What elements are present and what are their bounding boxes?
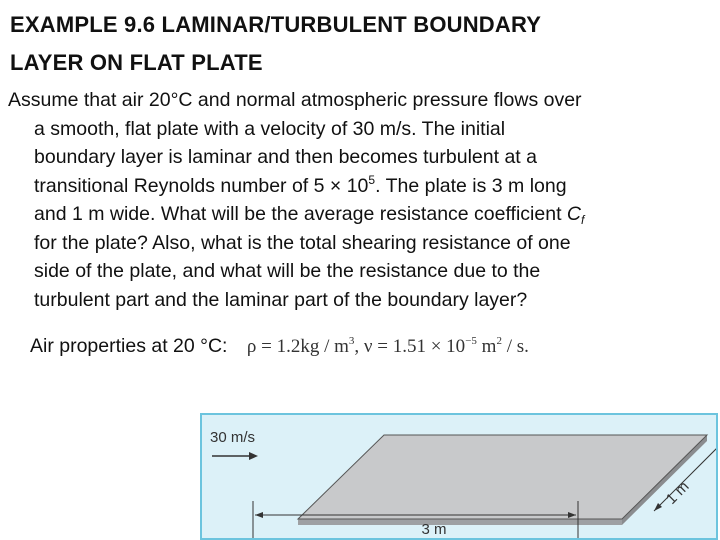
flat-plate-figure [200,413,718,540]
problem-statement [8,86,714,314]
problem-line: boundary layer is laminar and then becomes turbulent at a [34,146,537,168]
coefficient-question: and 1 m wide. What will be the average resistance coefficient [34,203,567,225]
problem-line: turbulent part and the laminar part of the boundary layer? [34,288,528,311]
viscosity-unit-exponent: 2 [496,335,502,347]
problem-line [8,200,714,229]
problem-line [8,172,714,201]
plate-length-text: . The plate is 3 m long [375,174,567,197]
width-label: 1 m [662,478,693,508]
title-line-1: EXAMPLE 9.6 LAMINAR/TURBULENT BOUNDARY [10,12,542,37]
viscosity-exponent: −5 [465,335,477,347]
viscosity-unit-tail: / s. [501,336,529,357]
problem-line: side of the plate, and what will be the resistance due to the [34,260,541,282]
title-line-2: LAYER ON FLAT PLATE [10,50,263,75]
density-text: ρ = 1.2kg / m [246,336,349,357]
problem-line: for the plate? Also, what is the total shearing resistance of one [34,231,571,254]
problem-line: a smooth, flat plate with a velocity of 30 m/s. The initial [34,117,506,140]
reynolds-text: transitional Reynolds number of 5 × 10 [34,174,369,197]
flat-plate-front-edge [298,519,622,525]
flat-plate-diagram [202,415,718,540]
velocity-arrow-icon [212,452,258,460]
problem-line: Assume that air 20°C and normal atmospheric pressure flows over [8,89,582,111]
flat-plate-top [298,435,707,519]
reynolds-exponent: 5 [368,172,376,187]
density-exponent: 3 [348,335,355,347]
coefficient-symbol: C [566,203,582,225]
coefficient-subscript: f [581,213,585,227]
length-label: 3 m [421,521,447,538]
example-title [10,6,710,82]
velocity-label: 30 m/s [210,429,256,446]
air-properties-label: Air properties at 20 °C: [30,335,228,357]
air-properties [30,332,529,361]
air-properties-formula [247,336,529,357]
viscosity-unit: m [476,336,497,357]
viscosity-text: , ν = 1.51 × 10 [354,336,466,357]
